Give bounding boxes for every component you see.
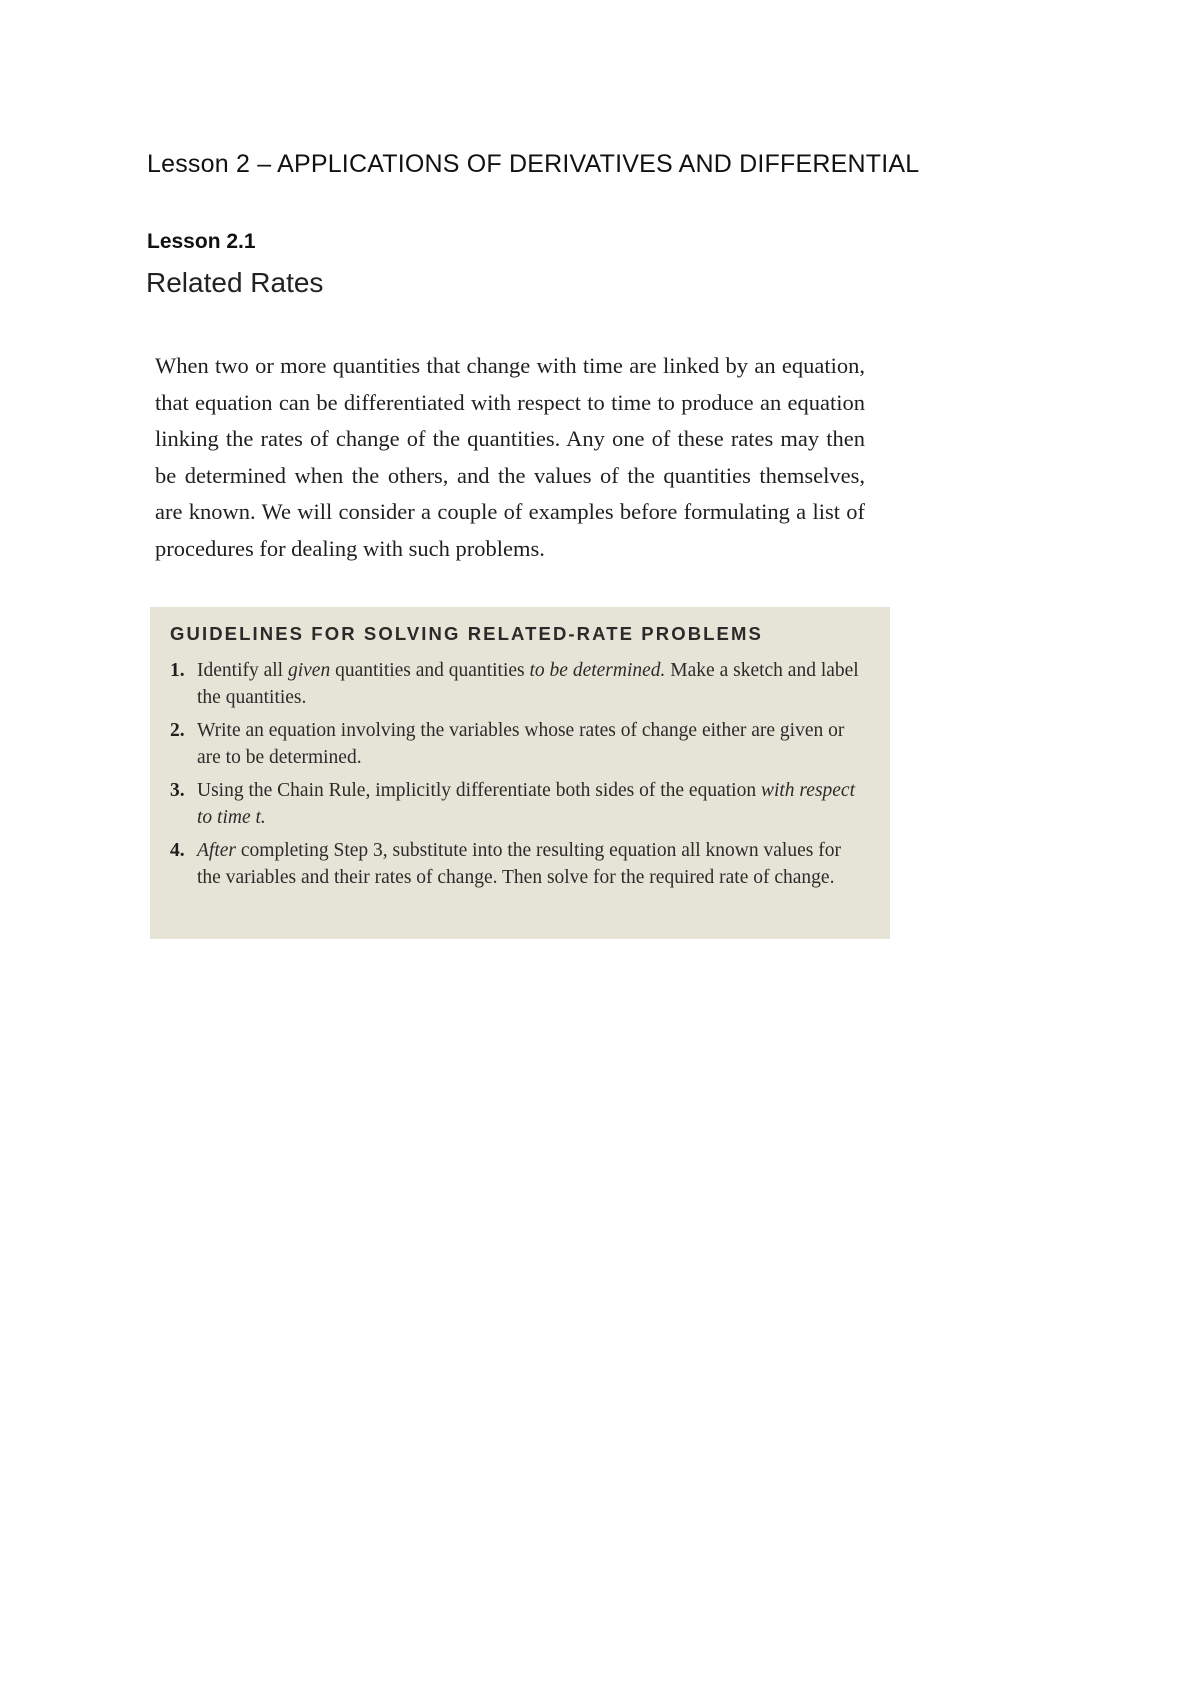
guideline-number: 1.	[170, 660, 185, 681]
guideline-number: 3.	[170, 780, 185, 801]
section-title: Related Rates	[146, 267, 324, 298]
guideline-item	[170, 657, 868, 711]
guidelines-box	[150, 607, 890, 939]
guideline-text-part: Identify all	[197, 660, 288, 681]
guideline-list	[170, 657, 868, 891]
guideline-text-part: quantities and quantities	[330, 660, 530, 681]
lesson-number: Lesson 2.1	[147, 230, 256, 253]
guideline-text-part: Write an equation involving the variables whose rates of change either are given or are to be determined.	[197, 720, 845, 768]
guideline-number: 4.	[170, 840, 185, 861]
intro-paragraph: When two or more quantities that change with time are linked by an equation, that equation can be differentiated with respect to time to produce an equation linking the rates of change of the quantities. Any one of these rates may then be determined when the others, and the values of the quantities themselves, are known. We will consider a couple of examples before formulating a list of procedures for dealing with such problems.	[155, 353, 865, 561]
guideline-text-part: completing Step 3, substitute into the resulting equation all known values for the variables and their rates of change. Then solve for the required rate of change.	[197, 840, 841, 888]
guideline-text-emphasis: to be determined.	[529, 660, 666, 681]
guideline-number: 2.	[170, 720, 185, 741]
guideline-item	[170, 777, 868, 831]
lesson-title: Lesson 2 – APPLICATIONS OF DERIVATIVES AND DIFFERENTIAL	[147, 150, 920, 178]
guideline-text-emphasis: with respect to time t.	[197, 780, 856, 828]
guidelines-heading: GUIDELINES FOR SOLVING RELATED-RATE PROBLEMS	[170, 623, 763, 644]
guideline-text	[197, 837, 868, 891]
guideline-text-emphasis: After	[197, 840, 236, 861]
guideline-text-part: Make a sketch and label the quantities.	[197, 660, 859, 708]
guideline-text-emphasis: given	[287, 660, 331, 681]
guideline-text	[197, 717, 868, 771]
guideline-text-part: Using the Chain Rule, implicitly differentiate both sides of the equation	[197, 780, 761, 801]
guideline-text	[197, 657, 868, 711]
guideline-text	[197, 777, 868, 831]
guideline-item	[170, 837, 868, 891]
guideline-item	[170, 717, 868, 771]
